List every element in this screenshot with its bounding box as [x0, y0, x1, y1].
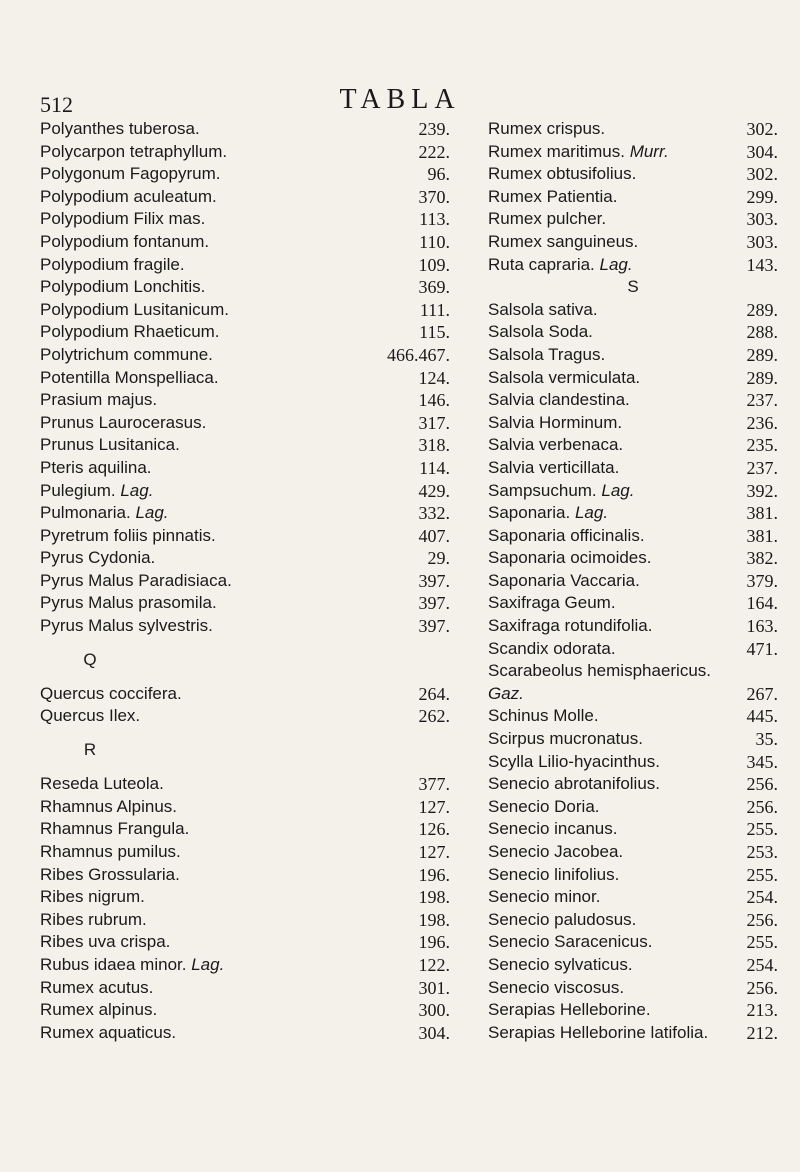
entry-name: Pulmonaria. Lag. — [40, 503, 169, 523]
entry-page: 146. — [418, 390, 450, 411]
index-entry — [40, 886, 450, 909]
entry-name: Rumex sanguineus. — [488, 231, 639, 251]
entry-page: 267. — [746, 683, 778, 704]
entry-name: Senecio sylvaticus. — [488, 954, 633, 974]
entry-name: Pyretrum foliis pinnatis. — [40, 525, 216, 545]
entry-name: Prunus Lusitanica. — [40, 435, 180, 455]
index-entry — [488, 751, 778, 774]
index-entry — [40, 231, 450, 254]
index-column-right — [488, 118, 778, 1044]
entry-page: 143. — [746, 254, 778, 275]
entry-page: 445. — [746, 706, 778, 727]
index-entry — [488, 638, 778, 661]
index-entry — [40, 547, 450, 570]
section-letter — [40, 638, 450, 683]
entry-name: Polyanthes tuberosa. — [40, 119, 200, 138]
index-entry — [488, 909, 778, 932]
author-abbrev: Lag. — [601, 480, 635, 500]
index-entry — [40, 434, 450, 457]
entry-name: Salvia Horminum. — [488, 412, 623, 432]
entry-name: Ribes uva crispa. — [40, 932, 171, 952]
index-entry — [40, 796, 450, 819]
entry-page: 289. — [746, 367, 778, 388]
index-entry — [40, 592, 450, 615]
entry-page: 377. — [418, 774, 450, 795]
entry-name: Polypodium Rhaeticum. — [40, 322, 220, 342]
index-entry — [488, 208, 778, 231]
index-entry — [488, 999, 778, 1022]
entry-name: Ribes rubrum. — [40, 909, 147, 929]
index-entry — [40, 705, 450, 728]
section-letter-label: R — [83, 740, 97, 760]
index-entry — [488, 773, 778, 796]
entry-page: 392. — [746, 480, 778, 501]
entry-name: Salsola sativa. — [488, 299, 598, 319]
index-entry — [40, 502, 450, 525]
entry-name: Senecio incanus. — [488, 819, 618, 839]
index-entry — [488, 321, 778, 344]
index-entry — [40, 954, 450, 977]
entry-page: 289. — [746, 344, 778, 365]
author-abbrev: Lag. — [135, 503, 169, 523]
index-entry — [488, 118, 778, 141]
entry-page: 299. — [746, 186, 778, 207]
section-letter — [40, 728, 450, 773]
entry-page: 254. — [746, 954, 778, 975]
index-entry — [40, 570, 450, 593]
entry-name: Salsola Soda. — [488, 322, 593, 342]
index-entry — [40, 254, 450, 277]
entry-name: Pyrus Cydonia. — [40, 548, 156, 568]
index-entry — [40, 977, 450, 1000]
entry-page: 109. — [418, 254, 450, 275]
index-entry — [488, 367, 778, 390]
index-entry — [488, 502, 778, 525]
entry-page: 302. — [746, 119, 778, 139]
entry-page: 256. — [746, 796, 778, 817]
entry-name: Senecio minor. — [488, 887, 601, 907]
index-entry — [40, 163, 450, 186]
entry-page: 256. — [746, 977, 778, 998]
entry-name: Polygonum Fagopyrum. — [40, 164, 221, 184]
entry-page: 164. — [746, 593, 778, 614]
index-column-left — [40, 118, 450, 1044]
entry-page: 471. — [746, 638, 778, 659]
entry-name: Senecio Saracenicus. — [488, 932, 653, 952]
index-entry — [488, 864, 778, 887]
entry-page: 110. — [419, 231, 450, 252]
entry-name: Salvia verbenaca. — [488, 435, 624, 455]
entry-page: 264. — [418, 683, 450, 704]
entry-page: 124. — [418, 367, 450, 388]
entry-name: Pyrus Malus sylvestris. — [40, 616, 213, 636]
entry-name: Polypodium Lusitanicum. — [40, 299, 229, 319]
entry-name: Polypodium Filix mas. — [40, 209, 206, 229]
entry-name: Rumex crispus. — [488, 119, 606, 138]
entry-name: Saxifraga rotundifolia. — [488, 616, 653, 636]
entry-name: Senecio Jacobea. — [488, 842, 624, 861]
index-entry — [40, 118, 450, 141]
entry-page: 332. — [418, 503, 450, 524]
entry-page: 239. — [418, 119, 450, 139]
entry-page: 397. — [418, 570, 450, 591]
entry-name: Senecio viscosus. — [488, 977, 625, 997]
entry-page: 127. — [418, 796, 450, 817]
index-entry — [488, 1022, 778, 1045]
entry-page: 255. — [746, 819, 778, 840]
entry-name: Quercus coccifera. — [40, 683, 182, 703]
entry-name: Saxifraga Geum. — [488, 593, 616, 613]
entry-page: 318. — [418, 435, 450, 456]
index-entry — [40, 683, 450, 706]
entry-page: 397. — [418, 616, 450, 637]
entry-name: Polypodium aculeatum. — [40, 186, 217, 206]
entry-page: 288. — [746, 322, 778, 343]
entry-page: 369. — [418, 277, 450, 298]
index-entry — [488, 705, 778, 728]
entry-name: Salvia clandestina. — [488, 390, 630, 410]
entry-page: 122. — [418, 954, 450, 975]
index-entry — [40, 615, 450, 638]
index-entry — [40, 389, 450, 412]
entry-name: Ribes nigrum. — [40, 887, 145, 907]
index-entry — [40, 141, 450, 164]
section-letter-label: Q — [83, 649, 97, 669]
entry-page: 397. — [418, 593, 450, 614]
entry-name: Rumex pulcher. — [488, 209, 607, 229]
entry-name: Prunus Laurocerasus. — [40, 412, 207, 432]
entry-page: 345. — [746, 751, 778, 772]
entry-page: 382. — [746, 548, 778, 569]
entry-page: 253. — [746, 842, 778, 862]
index-entry — [488, 547, 778, 570]
index-entry — [488, 163, 778, 186]
entry-name: Senecio linifolius. — [488, 864, 620, 884]
entry-page: 113. — [419, 209, 450, 230]
entry-page: 126. — [418, 819, 450, 840]
entry-name: Reseda Luteola. — [40, 774, 164, 794]
index-entry — [488, 977, 778, 1000]
entry-name: Pyrus Malus Paradisiaca. — [40, 570, 232, 590]
index-entry — [488, 141, 778, 164]
entry-name: Salsola Tragus. — [488, 344, 606, 364]
author-abbrev: Lag. — [120, 480, 154, 500]
entry-page: 213. — [746, 1000, 778, 1021]
index-entry — [488, 570, 778, 593]
index-entry — [488, 525, 778, 548]
entry-page: 127. — [418, 842, 450, 862]
author-abbrev: Lag. — [599, 254, 633, 274]
index-entry — [488, 186, 778, 209]
entry-name: Rumex Patientia. — [488, 186, 618, 206]
entry-name: Polypodium fragile. — [40, 254, 185, 274]
entry-name: Polycarpon tetraphyllum. — [40, 141, 228, 161]
entry-page: 379. — [746, 570, 778, 591]
index-entry — [488, 344, 778, 367]
index-entry — [40, 525, 450, 548]
entry-page: 111. — [419, 299, 450, 320]
entry-name: Rumex alpinus. — [40, 1000, 158, 1020]
entry-page: 303. — [746, 231, 778, 252]
index-entry — [488, 412, 778, 435]
entry-name: Rumex aquaticus. — [40, 1022, 177, 1042]
entry-page: 196. — [418, 864, 450, 885]
index-entry — [40, 344, 450, 367]
index-entry — [40, 367, 450, 390]
entry-page: 370. — [418, 186, 450, 207]
entry-page: 301. — [418, 977, 450, 998]
entry-page: 254. — [746, 887, 778, 908]
index-entry — [40, 412, 450, 435]
entry-name: Ruta capraria. Lag. — [488, 254, 633, 274]
entry-page: 237. — [746, 390, 778, 411]
entry-name: Salsola vermiculata. — [488, 367, 641, 387]
index-entry — [40, 276, 450, 299]
entry-page: 222. — [418, 141, 450, 162]
index-entry — [40, 208, 450, 231]
entry-name: Pulegium. Lag. — [40, 480, 154, 500]
entry-page: 381. — [746, 525, 778, 546]
entry-page: 212. — [746, 1022, 778, 1043]
index-entry — [40, 864, 450, 887]
author-abbrev: Lag. — [574, 503, 609, 523]
entry-page: 317. — [418, 412, 450, 433]
index-entry — [40, 999, 450, 1022]
entry-name: Ribes Grossularia. — [40, 864, 180, 884]
entry-name: Saponaria ocimoides. — [488, 548, 652, 568]
entry-name: Scirpus mucronatus. — [488, 729, 643, 749]
index-entry — [40, 457, 450, 480]
index-entry — [488, 841, 778, 864]
index-entry — [488, 434, 778, 457]
entry-name: Gaz. — [488, 683, 524, 703]
index-entry — [40, 909, 450, 932]
index-entry — [488, 818, 778, 841]
entry-name: Scandix odorata. — [488, 638, 616, 658]
entry-page: 262. — [418, 706, 450, 727]
entry-name: Rumex obtusifolius. — [488, 164, 637, 184]
entry-page: 115. — [419, 322, 450, 343]
entry-name: Pteris aquilina. — [40, 457, 152, 477]
entry-name: Rhamnus Alpinus. — [40, 796, 178, 816]
entry-page: 235. — [746, 435, 778, 456]
entry-page: 381. — [746, 503, 778, 524]
entry-page: 300. — [418, 1000, 450, 1021]
index-entry — [488, 592, 778, 615]
index-entry — [40, 186, 450, 209]
entry-name: Prasium majus. — [40, 390, 158, 410]
entry-name: Schinus Molle. — [488, 706, 599, 726]
index-entry — [488, 254, 778, 277]
entry-page: 198. — [418, 909, 450, 930]
index-entry — [488, 480, 778, 503]
section-letter — [488, 276, 778, 299]
entry-page: 304. — [418, 1022, 450, 1043]
entry-page: 29. — [427, 548, 450, 569]
index-entry — [488, 660, 778, 683]
entry-name: Saponaria Vaccaria. — [488, 570, 640, 590]
entry-name: Potentilla Monspelliaca. — [40, 367, 219, 387]
index-entry — [488, 615, 778, 638]
entry-page: 429. — [418, 480, 450, 501]
entry-name: Pyrus Malus prasomila. — [40, 593, 217, 613]
index-entry — [488, 299, 778, 322]
entry-page: 303. — [746, 209, 778, 230]
entry-name: Rubus idaea minor. Lag. — [40, 954, 225, 974]
index-entry — [40, 321, 450, 344]
index-entry — [40, 299, 450, 322]
entry-name: Rumex maritimus. Murr. — [488, 141, 669, 161]
author-abbrev: Murr. — [629, 141, 669, 161]
entry-page: 114. — [419, 457, 450, 478]
entry-name: Salvia verticillata. — [488, 457, 620, 477]
entry-page: 466.467. — [387, 344, 450, 365]
entry-page: 302. — [746, 164, 778, 185]
entry-name: Senecio paludosus. — [488, 909, 637, 929]
entry-name: Senecio abrotanifolius. — [488, 774, 661, 794]
index-entry — [488, 683, 778, 706]
index-entry — [40, 818, 450, 841]
entry-page: 255. — [746, 932, 778, 953]
entry-name: Saponaria officinalis. — [488, 525, 645, 545]
entry-name: Polypodium fontanum. — [40, 231, 210, 251]
section-letter-label: S — [627, 277, 639, 297]
entry-name: Rhamnus Frangula. — [40, 819, 190, 839]
entry-name: Quercus Ilex. — [40, 706, 141, 726]
entry-name: Polytrichum commune. — [40, 344, 213, 364]
entry-page: 304. — [746, 141, 778, 162]
entry-name: Senecio Doria. — [488, 796, 600, 816]
entry-name: Saponaria. Lag. — [488, 503, 609, 523]
index-entry — [40, 931, 450, 954]
index-entry — [40, 1022, 450, 1045]
index-entry — [488, 728, 778, 751]
index-entry — [488, 389, 778, 412]
page-title: TABLA — [339, 84, 461, 115]
index-entry — [488, 231, 778, 254]
entry-page: 163. — [746, 616, 778, 637]
index-entry — [488, 954, 778, 977]
entry-page: 255. — [746, 864, 778, 885]
entry-name: Scarabeolus hemisphaericus. — [488, 661, 712, 681]
entry-page: 198. — [418, 887, 450, 908]
entry-page: 256. — [746, 774, 778, 795]
index-entry — [40, 773, 450, 796]
index-entry — [488, 931, 778, 954]
entry-page: 256. — [746, 909, 778, 930]
index-entry — [488, 886, 778, 909]
page-number: 512 — [40, 92, 73, 117]
entry-name: Serapias Helleborine latifolia. — [488, 1022, 709, 1042]
entry-page: 289. — [746, 299, 778, 320]
entry-name: Polypodium Lonchitis. — [40, 277, 206, 297]
entry-name: Rhamnus pumilus. — [40, 842, 181, 861]
index-entry — [488, 796, 778, 819]
entry-name: Scylla Lilio-hyacinthus. — [488, 751, 660, 771]
entry-page: 236. — [746, 412, 778, 433]
entry-name: Rumex acutus. — [40, 977, 154, 997]
entry-page: 407. — [418, 525, 450, 546]
index-entry — [40, 480, 450, 503]
index-entry — [40, 841, 450, 864]
entry-page: 35. — [755, 729, 778, 750]
entry-page: 237. — [746, 457, 778, 478]
entry-page: 196. — [418, 932, 450, 953]
entry-name: Sampsuchum. Lag. — [488, 480, 635, 500]
index-entry — [488, 457, 778, 480]
author-abbrev: Lag. — [191, 954, 225, 974]
entry-page: 96. — [427, 164, 450, 185]
entry-name: Serapias Helleborine. — [488, 1000, 651, 1020]
